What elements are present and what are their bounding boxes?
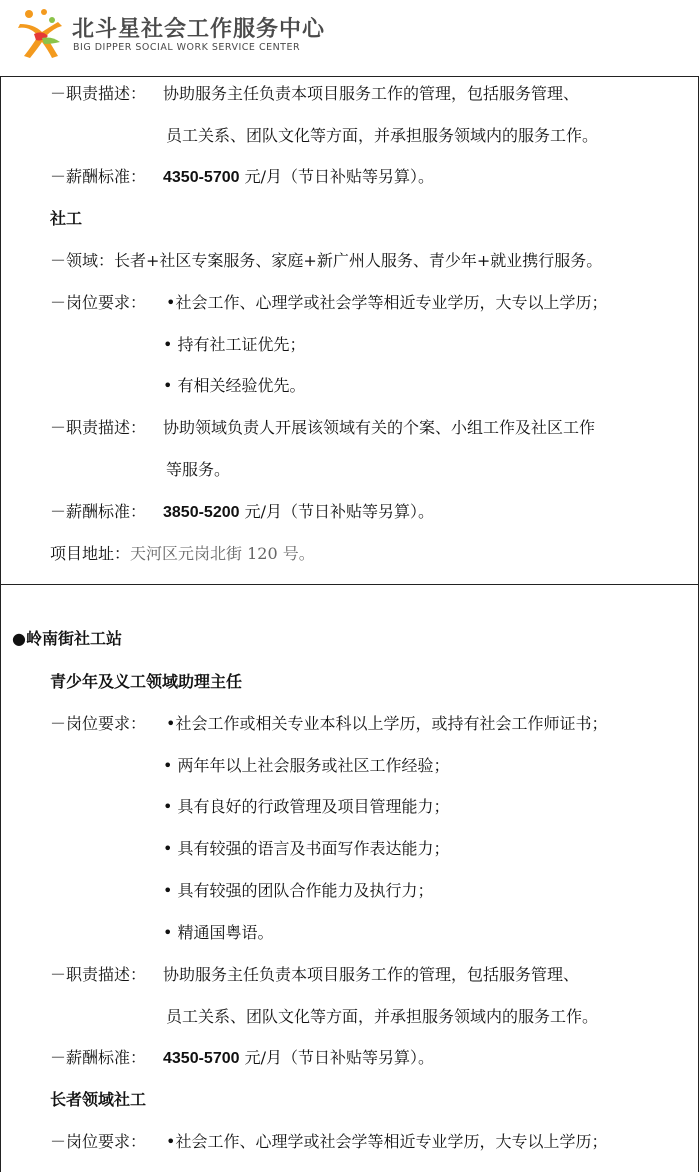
req-item: • 具有良好的行政管理及项目管理能力； <box>163 797 450 816</box>
position-title: 青少年及义工领域助理主任 <box>50 672 243 691</box>
req-item: • 具有较强的语言及书面写作表达能力； <box>163 839 450 858</box>
salary-value: 4350-5700 <box>163 1050 240 1067</box>
salary2-line <box>163 502 434 523</box>
org-name-en: BIG DIPPER SOCIAL WORK SERVICE CENTER <box>73 42 301 53</box>
req-item: • 两年年以上社会服务或社区工作经验； <box>163 756 450 775</box>
salary2-value: 3850-5200 <box>163 504 240 521</box>
req2-item: •社会工作、心理学或社会学等相近专业学历，大专以上学历； <box>166 1132 608 1151</box>
duty-text-cont: 员工关系、团队文化等方面，并承担服务领域内的服务工作。 <box>166 1007 599 1026</box>
page-header <box>0 0 700 74</box>
salary-unit: 元/月（节日补贴等另算）。 <box>239 167 434 186</box>
position-title: 社工 <box>50 209 83 228</box>
org-name-cn: 北斗星社会工作服务中心 <box>72 17 326 42</box>
address-line <box>50 544 315 564</box>
req-label: －岗位要求： <box>50 714 147 733</box>
salary2-unit: 元/月（节日补贴等另算）。 <box>239 502 434 521</box>
duty-text: 协助服务主任负责本项目服务工作的管理，包括服务管理、 <box>163 84 580 103</box>
duty-text-cont: 员工关系、团队文化等方面，并承担服务领域内的服务工作。 <box>166 126 599 145</box>
duty2-text-cont: 等服务。 <box>166 460 231 479</box>
duty-text: 协助服务主任负责本项目服务工作的管理，包括服务管理、 <box>163 965 580 984</box>
salary2-label: －薪酬标准： <box>50 502 147 521</box>
duty2-label: －职责描述： <box>50 418 147 437</box>
address-value: 天河区元岗北街 120 号。 <box>130 544 315 563</box>
duty-label: －职责描述： <box>50 84 147 103</box>
req-label: －岗位要求： <box>50 293 147 312</box>
duty-label: －职责描述： <box>50 965 147 984</box>
req-item: • 有相关经验优先。 <box>163 376 306 395</box>
station-title: ●岭南街社工站 <box>12 629 122 648</box>
req2-label: －岗位要求： <box>50 1132 147 1151</box>
req-item: •社会工作或相关专业本科以上学历，或持有社会工作师证书； <box>166 714 608 733</box>
req-item: • 具有较强的团队合作能力及执行力； <box>163 881 434 900</box>
salary-line <box>163 167 434 188</box>
salary-label: －薪酬标准： <box>50 1048 147 1067</box>
salary-value: 4350-5700 <box>163 169 240 186</box>
req-item: • 持有社工证优先； <box>163 335 306 354</box>
salary-line <box>163 1048 434 1069</box>
duty2-text: 协助领域负责人开展该领域有关的个案、小组工作及社区工作 <box>163 418 596 437</box>
position2-title: 长者领域社工 <box>50 1090 147 1109</box>
req-item: • 精通国粤语。 <box>163 923 274 942</box>
field-line: －领域：长者+社区专案服务、家庭+新广州人服务、青少年+就业携行服务。 <box>50 251 603 270</box>
address-label: 项目地址： <box>50 544 131 563</box>
req-item: •社会工作、心理学或社会学等相近专业学历，大专以上学历； <box>166 293 608 312</box>
big-dipper-logo-icon <box>12 6 68 66</box>
salary-label: －薪酬标准： <box>50 167 147 186</box>
salary-unit: 元/月（节日补贴等另算）。 <box>239 1048 434 1067</box>
